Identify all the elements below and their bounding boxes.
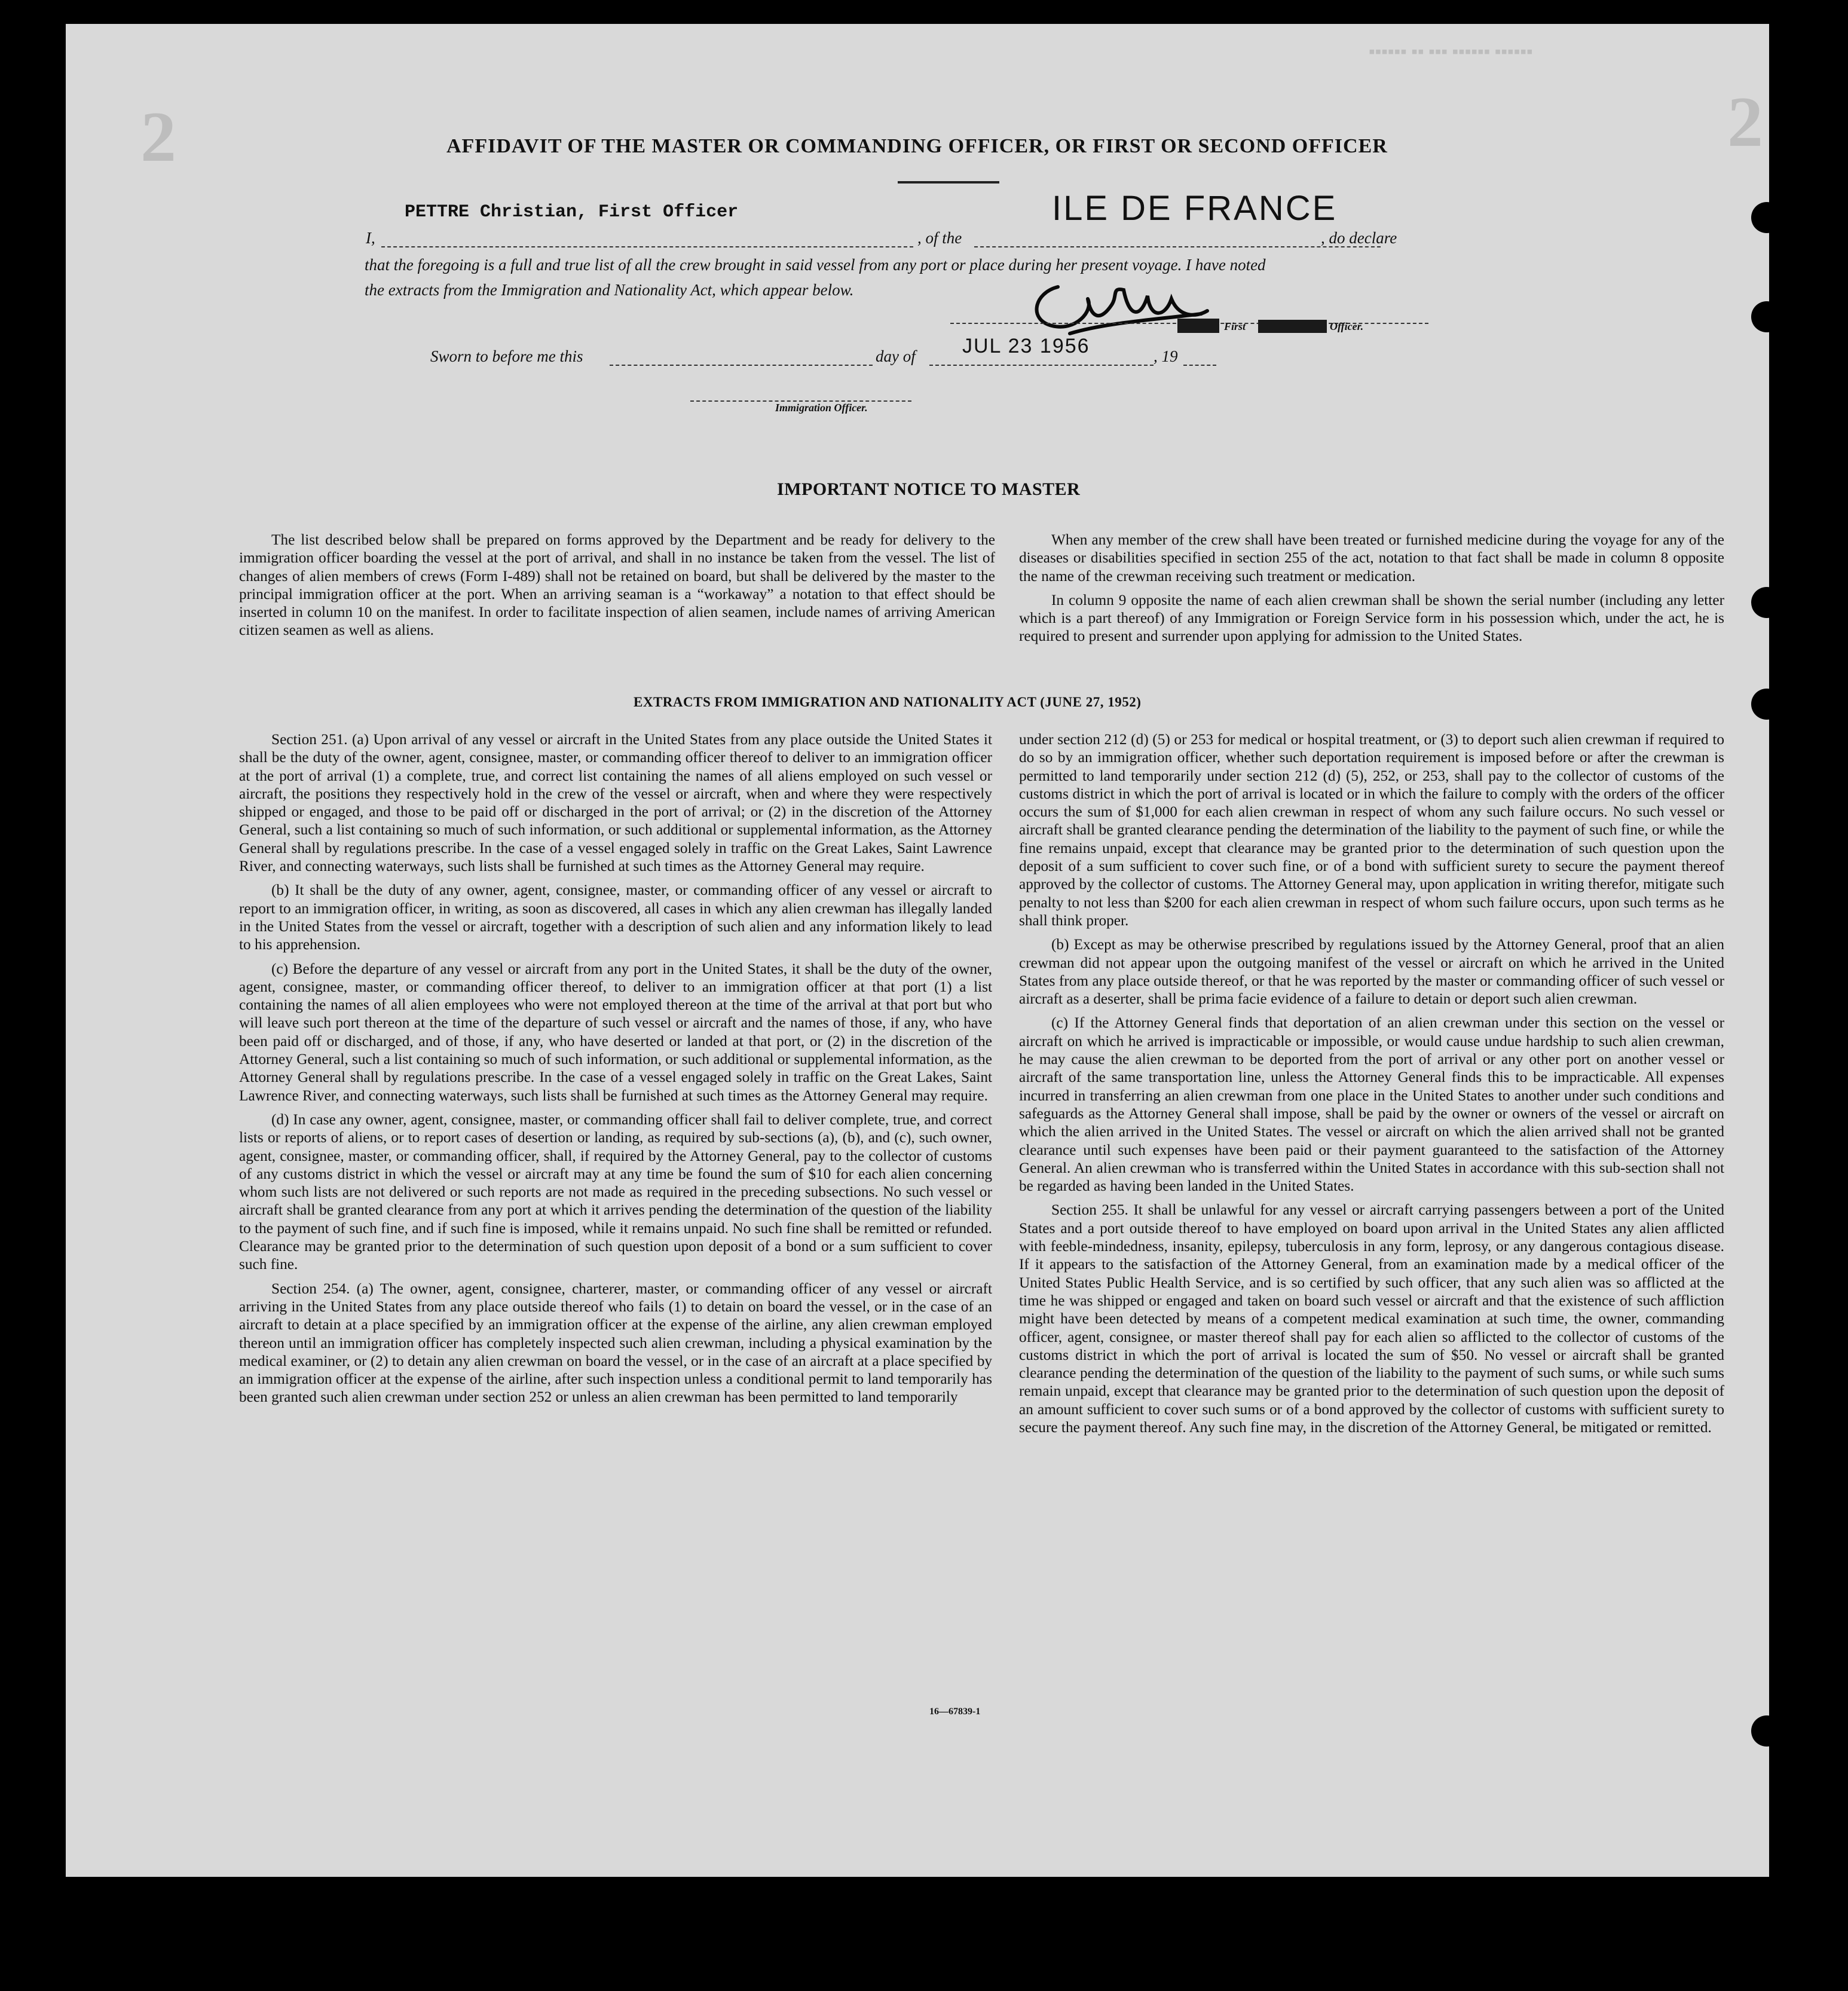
extracts-right-column [1019, 730, 1724, 1442]
sworn-month-line [929, 365, 1154, 366]
sworn-day-line [610, 365, 873, 366]
affidavit-title: AFFIDAVIT OF THE MASTER OR COMMANDING OFFICER, OR FIRST OR SECOND OFFICER [446, 135, 1388, 157]
year-line [1183, 365, 1216, 366]
extract-section-255: Section 255. It shall be unlawful for any vessel or aircraft carrying passengers between a port of the United States and a port outside thereof to have employed on board upon arrival in the United States any alien afflicted with feeble-mindedness, insanity, epilepsy, tuberculosis in any form, leprosy, or any dangerous contagious disease. If it appears to the satisfaction of the Attorney General, from an examination made by a medical officer of the United States Public Health Service, and is so certified by such officer, that any such alien was so afflicted at the time he was shipped or engaged and taken on board such vessel or aircraft and that the existence of such affliction might have been detected by means of a competent medical examination at such time, the owner, commanding officer, agent, consignee, or master thereof shall pay for each alien so afflicted to the collector of customs of the customs district in which the port of arrival is located the sum of $50. No vessel or aircraft shall be granted clearance pending the determination of the question of the liability to the payment of such sums, or while such sums remain unpaid, except that clearance may be granted prior to the determination of such question upon the deposit of an amount sufficient to cover such sums or of a bond approved by the collector of customs with sufficient surety to secure the payment thereof. Any such fine may, in the discretion of the Attorney General, be mitigated or remitted. [1019, 1201, 1724, 1436]
officer-first-label: First [1224, 320, 1246, 332]
declarant-prefix: I, [366, 229, 375, 247]
declarant-line [381, 246, 913, 247]
ship-name: ILE DE FRANCE [1052, 189, 1338, 228]
sworn-date-stamp: JUL 23 1956 [962, 335, 1090, 357]
punch-hole [1751, 689, 1782, 720]
officer-caption: Officer. [1330, 320, 1364, 332]
notice-right-column [1019, 531, 1724, 652]
extracts-left-column [239, 730, 992, 1412]
statement-line-2: the extracts from the Immigration and Nationality Act, which appear below. [365, 281, 854, 299]
bleed-through-mark: 2 [1727, 82, 1763, 161]
punch-hole [1751, 202, 1782, 233]
title-underline [898, 181, 999, 183]
notice-title: IMPORTANT NOTICE TO MASTER [777, 479, 1081, 499]
punch-hole [1751, 587, 1782, 618]
notice-right-paragraph-2: In column 9 opposite the name of each alien crewman shall be shown the serial number (including any letter which is a part thereof) of any Immigration or Foreign Service form in his possession which, under the act, he is required to present and surrender upon applying for admission to the United States. [1019, 591, 1724, 645]
notice-right-paragraph-1: When any member of the crew shall have been treated or furnished medicine during the voyage for any of the diseases or disabilities specified in section 255 of the act, notation to that fact shall be made in column 8 opposite the name of the crewman receiving such treatment or medication. [1019, 531, 1724, 585]
day-of-label: day of [876, 347, 916, 365]
extract-section-254b: (b) Except as may be otherwise prescribed by regulations issued by the Attorney General, proof that an alien crewman did not appear upon the outgoing manifest of the vessel or aircraft on which he arrived in the United States from any place outside thereof, or that he was reported by the master or commanding officer of such vessel or aircraft as a deserter, shall be prima facie evidence of a failure to detain or deport such alien crewman. [1019, 936, 1724, 1008]
extract-section-251d: (d) In case any owner, agent, consignee, master, or commanding officer shall fail to deliver complete, true, and correct lists or reports of aliens, or to report cases of desertion or landing, as required by sub-sections (a), (b), and (c), such owner, agent, consignee, master, or commanding officer, shall, if required by the Attorney General, pay to the collector of customs of any customs district in which the vessel or aircraft may at any time be found the sum of $10 for each alien concerning whom such lists are not delivered or such reports are not made as required in the preceding subsections. No such vessel or aircraft shall be granted clearance from any port at which it arrives pending the determination of the question of the liability to the payment of such fine, and if such fine is imposed, while it remains unpaid. No such fine shall be remitted or refunded. Clearance may be granted prior to the determination of such question upon deposit of a bond or a sum sufficient to cover such fine. [239, 1111, 992, 1273]
extract-section-251a: Section 251. (a) Upon arrival of any vessel or aircraft in the United States from any place outside the United States it shall be the duty of the owner, agent, consignee, master, or commanding officer thereof to deliver to an immigration officer at the port of arrival (1) a complete, true, and correct list containing the names of all aliens employed on such vessel or aircraft, the positions they respectively hold in the crew of the vessel or aircraft, when and where they were respectively shipped or engaged, and those to be paid off or discharged in the port of arrival; or (2) in the discretion of the Attorney General, such a list containing so much of such information, or such additional or supplemental information, as the Attorney General shall by regulations prescribe. In the case of a vessel engaged solely in traffic on the Great Lakes, Saint Lawrence River, and connecting waterways, such lists shall be furnished at such times as the Attorney General may require. [239, 731, 992, 875]
bleed-through-mark: 2 [140, 97, 176, 176]
declarant-name: PETTRE Christian, First Officer [405, 202, 739, 222]
sworn-label: Sworn to before me this [430, 347, 583, 365]
statement-line-1: that the foregoing is a full and true list of all the crew brought in said vessel from any port or place during her present voyage. I have noted [365, 256, 1266, 274]
form-code: 16—67839-1 [929, 1706, 981, 1717]
immigration-officer-caption: Immigration Officer. [775, 402, 868, 414]
do-declare-label: , do declare [1321, 229, 1397, 247]
notice-left-column [239, 531, 995, 646]
punch-hole [1751, 1715, 1782, 1747]
extract-section-254c: (c) If the Attorney General finds that deportation of an alien crewman under this section on the vessel or aircraft on which he arrived is impracticable or impossible, or would cause undue hardship to such alien crewman, he may cause the alien crewman to be deported from the port of arrival or any other port on another vessel or aircraft of the same transportation line, unless the Attorney General finds this to be impracticable. All expenses incurred in transferring an alien crewman from one place in the United States to another under such conditions and safeguards as the Attorney General shall impose, shall be paid by the owner or owners of the vessel or aircraft on which the alien arrived in the United States. The vessel or aircraft on which the alien arrived shall not be granted clearance until such expenses have been paid or their payment guaranteed to the satisfaction of the Attorney General. An alien crewman who is transferred within the United States in accordance with this sub-section shall not be regarded as having been landed in the United States. [1019, 1014, 1724, 1195]
redaction-mark [1177, 319, 1219, 333]
extract-section-254a-cont: under section 212 (d) (5) or 253 for medical or hospital treatment, or (3) to deport such alien crewman if required to do so by an immigration officer, whether such deportation requirement is imposed before or after the crewman is permitted to land temporarily under section 212 (d) (5), 252, or 253, shall pay to the collector of customs of the customs district in which the port of arrival is located or in which the failure to comply with the orders of the officer occurs the sum of $1,000 for each alien crewman in respect of whom any such failure occurs. No such vessel or aircraft shall be granted clearance pending the determination of the liability to the payment of such fine, or while the fine remains unpaid, except that clearance may be granted prior to the determination of such question upon the deposit of a sum sufficient to cover such fine, or of a bond with sufficient surety to secure the payment thereof approved by the collector of customs. The Attorney General may, upon application in writing therefor, mitigate such penalty to not less than $200 for each alien crewman in respect of whom such failure occurs, upon such terms as he shall think proper. [1019, 731, 1724, 929]
extract-section-254a: Section 254. (a) The owner, agent, consignee, charterer, master, or commanding officer of any vessel or aircraft arriving in the United States from any place outside thereof who fails (1) to detain on board the vessel, or in the case of an aircraft to detain at a place specified by an immigration officer at the expense of the airline, any alien crewman employed thereon until an immigration officer has completely inspected such alien crewman, including a physical examination by the medical examiner, or (2) to detain any alien crewman on board the vessel, or in the case of an aircraft at a place specified by an immigration officer at the expense of the airline, after such inspection unless a conditional permit to land temporarily has been granted such alien crewman under section 252 or unless an alien crewman has been permitted to land temporarily [239, 1280, 992, 1406]
document-page [66, 24, 1769, 1877]
redaction-mark [1258, 320, 1327, 333]
extracts-title: EXTRACTS FROM IMMIGRATION AND NATIONALITY ACT (JUNE 27, 1952) [634, 695, 1142, 709]
punch-hole [1751, 301, 1782, 332]
ship-line [974, 246, 1381, 247]
of-the-label: , of the [917, 229, 962, 247]
notice-left-paragraph: The list described below shall be prepared on forms approved by the Department and be ready for delivery to the immigration officer boarding the vessel at the port of arrival, and shall in no instance be taken from the vessel. The list of changes of alien members of crews (Form I-489) shall not be retained on board, but shall be delivered by the master to the principal immigration officer at the port. When an arriving seaman is a “workaway” a notation to that effect should be inserted in column 10 on the manifest. In order to facilitate inspection of alien seamen, include names of arriving American citizen seamen as well as aliens. [239, 531, 995, 639]
year-prefix: , 19 [1154, 347, 1178, 365]
bleed-through-mark: ▪▪▪▪▪▪ ▪▪ ▪▪▪ ▪▪▪▪▪▪ ▪▪▪▪▪▪ [1369, 42, 1533, 62]
extract-section-251b: (b) It shall be the duty of any owner, agent, consignee, master, or commanding officer of any vessel or aircraft to report to an immigration officer, in writing, as soon as discovered, all cases in which any alien crewman has illegally landed in the United States from the vessel or aircraft, together with a description of such alien and any information likely to lead to his apprehension. [239, 882, 992, 953]
extract-section-251c: (c) Before the departure of any vessel or aircraft from any port in the United States, it shall be the duty of the owner, agent, consignee, master, or commanding officer thereof, to deliver to an immigration officer at that port (1) a list containing the names of all alien employees who were not employed thereon at the time of the arrival at that port but who will leave such port thereon at the time of the departure of such vessel or aircraft and the names of those, if any, who have been paid off or discharged, and of those, if any, who have deserted or landed at that port, or (2) in the discretion of the Attorney General, such a list containing so much of such information, or such additional or supplemental information, as the Attorney General shall by regulations prescribe. In the case of a vessel engaged solely in traffic on the Great Lakes, Saint Lawrence River, and connecting waterways, such lists shall be furnished at such times as the Attorney General may require. [239, 960, 992, 1104]
